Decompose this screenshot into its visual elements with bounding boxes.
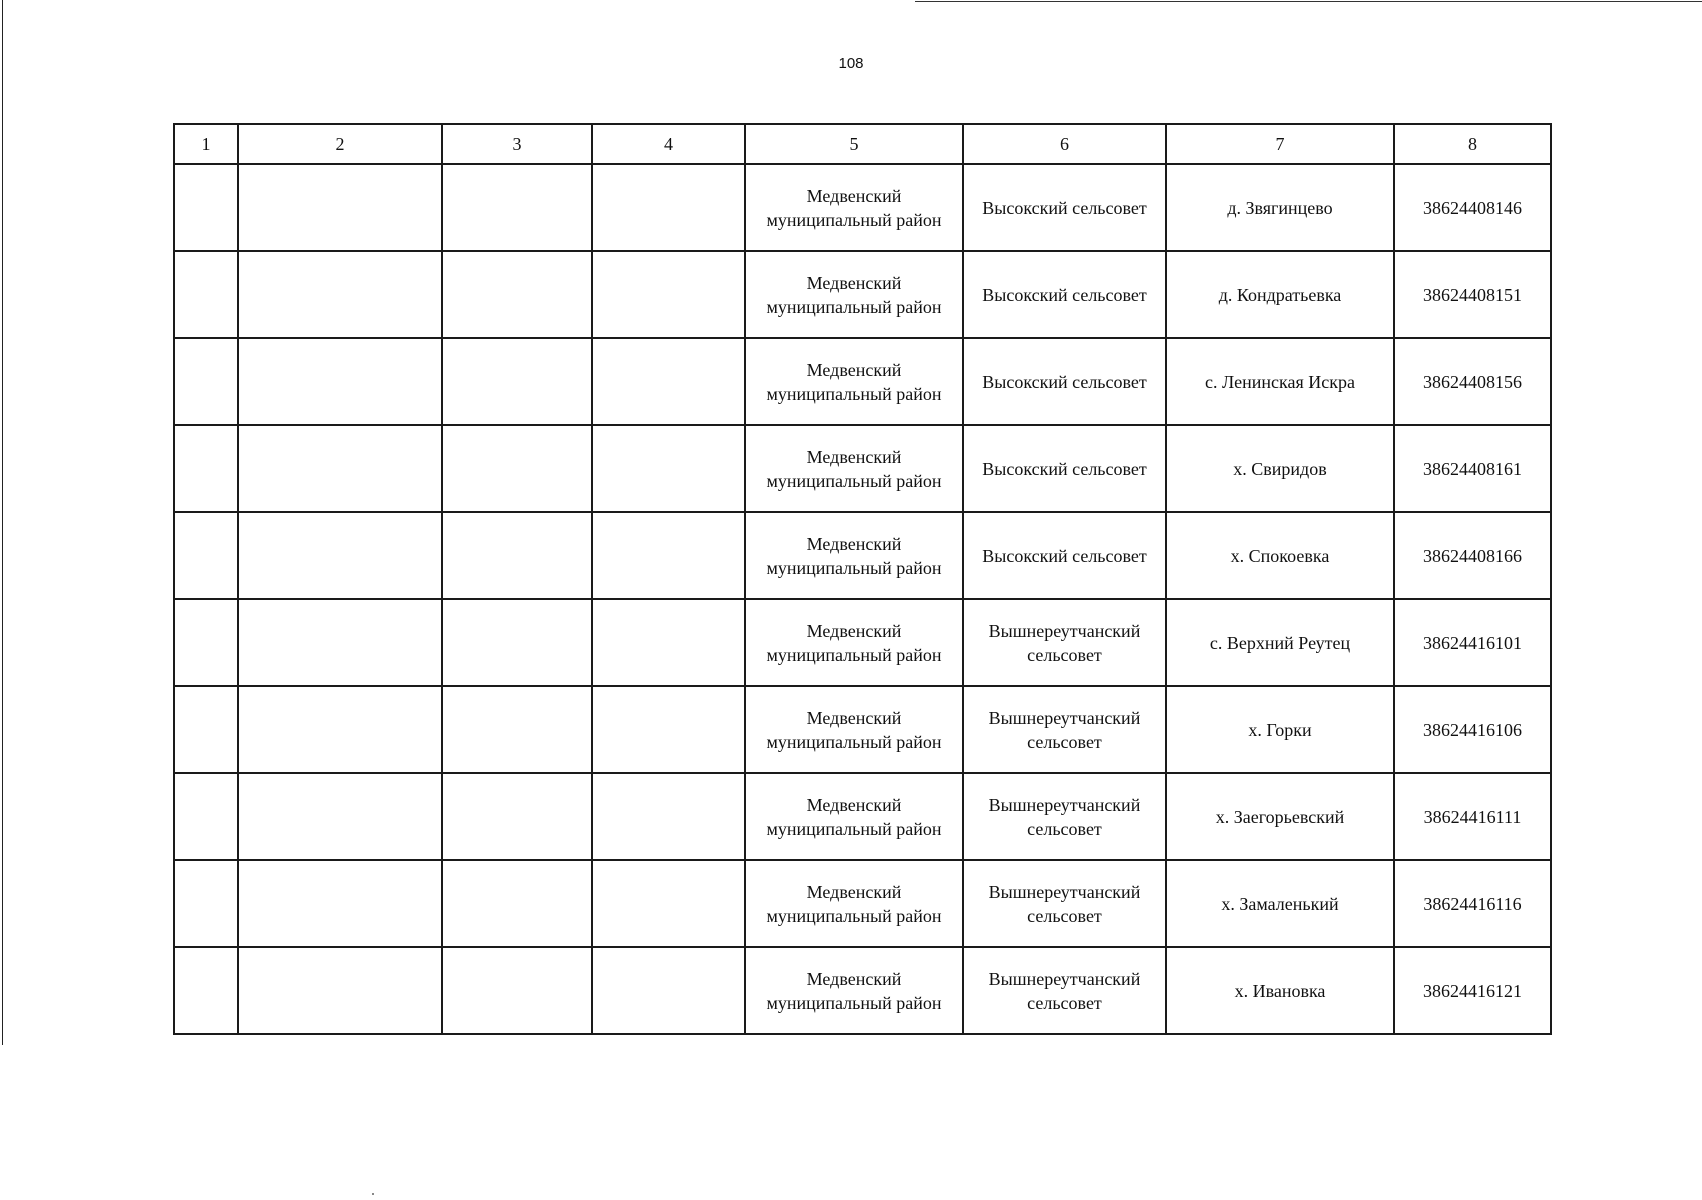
cell-settlement: х. Заегорьевский: [1166, 773, 1394, 860]
cell-settlement: х. Горки: [1166, 686, 1394, 773]
cell-col2: [238, 947, 442, 1034]
cell-col2: [238, 251, 442, 338]
cell-settlement: д. Кондратьевка: [1166, 251, 1394, 338]
cell-col4: [592, 338, 745, 425]
cell-oktmo-code: 38624416116: [1394, 860, 1551, 947]
cell-settlement: с. Верхний Реутец: [1166, 599, 1394, 686]
cell-col4: [592, 947, 745, 1034]
cell-settlement: х. Ивановка: [1166, 947, 1394, 1034]
table-row: [174, 512, 1551, 599]
column-header: 7: [1166, 124, 1394, 164]
cell-district: Медвенский муниципальный район: [745, 686, 963, 773]
cell-district: Медвенский муниципальный район: [745, 773, 963, 860]
cell-col4: [592, 425, 745, 512]
cell-col3: [442, 512, 592, 599]
scan-edge-left: [2, 0, 3, 1045]
cell-district: Медвенский муниципальный район: [745, 599, 963, 686]
cell-col3: [442, 338, 592, 425]
cell-oktmo-code: 38624416106: [1394, 686, 1551, 773]
scan-speck: [372, 1193, 374, 1195]
column-header: 6: [963, 124, 1166, 164]
scan-edge-top: [915, 1, 1702, 2]
table-row: [174, 773, 1551, 860]
cell-col2: [238, 686, 442, 773]
cell-col2: [238, 512, 442, 599]
cell-council: Высокский сельсовет: [963, 251, 1166, 338]
cell-oktmo-code: 38624408156: [1394, 338, 1551, 425]
cell-col2: [238, 338, 442, 425]
cell-council: Вышнереутчанский сельсовет: [963, 773, 1166, 860]
cell-col1: [174, 164, 238, 251]
cell-col1: [174, 425, 238, 512]
cell-col4: [592, 599, 745, 686]
cell-district: Медвенский муниципальный район: [745, 512, 963, 599]
cell-col4: [592, 860, 745, 947]
table-row: [174, 860, 1551, 947]
cell-col1: [174, 251, 238, 338]
page-number: 108: [838, 55, 864, 72]
cell-district: Медвенский муниципальный район: [745, 338, 963, 425]
table-row: [174, 599, 1551, 686]
cell-council: Вышнереутчанский сельсовет: [963, 599, 1166, 686]
cell-council: Высокский сельсовет: [963, 164, 1166, 251]
cell-col4: [592, 773, 745, 860]
cell-settlement: х. Спокоевка: [1166, 512, 1394, 599]
cell-col1: [174, 599, 238, 686]
column-header: 2: [238, 124, 442, 164]
cell-col3: [442, 164, 592, 251]
cell-col3: [442, 599, 592, 686]
table-row: [174, 947, 1551, 1034]
cell-col3: [442, 251, 592, 338]
cell-settlement: х. Замаленький: [1166, 860, 1394, 947]
cell-oktmo-code: 38624408146: [1394, 164, 1551, 251]
column-header: 8: [1394, 124, 1551, 164]
cell-col1: [174, 686, 238, 773]
cell-district: Медвенский муниципальный район: [745, 251, 963, 338]
cell-oktmo-code: 38624408151: [1394, 251, 1551, 338]
cell-col4: [592, 251, 745, 338]
cell-oktmo-code: 38624416121: [1394, 947, 1551, 1034]
cell-col3: [442, 686, 592, 773]
cell-col3: [442, 773, 592, 860]
cell-col4: [592, 164, 745, 251]
cell-council: Высокский сельсовет: [963, 425, 1166, 512]
cell-col3: [442, 425, 592, 512]
cell-col3: [442, 860, 592, 947]
cell-col2: [238, 164, 442, 251]
table-row: [174, 686, 1551, 773]
cell-oktmo-code: 38624408166: [1394, 512, 1551, 599]
cell-council: Вышнереутчанский сельсовет: [963, 686, 1166, 773]
column-header: 3: [442, 124, 592, 164]
cell-settlement: с. Ленинская Искра: [1166, 338, 1394, 425]
cell-district: Медвенский муниципальный район: [745, 164, 963, 251]
cell-district: Медвенский муниципальный район: [745, 860, 963, 947]
cell-col1: [174, 860, 238, 947]
cell-council: Вышнереутчанский сельсовет: [963, 947, 1166, 1034]
table-row: [174, 251, 1551, 338]
cell-oktmo-code: 38624408161: [1394, 425, 1551, 512]
register-table: [173, 123, 1552, 1035]
cell-col1: [174, 947, 238, 1034]
cell-col3: [442, 947, 592, 1034]
cell-oktmo-code: 38624416101: [1394, 599, 1551, 686]
table-row: [174, 425, 1551, 512]
cell-oktmo-code: 38624416111: [1394, 773, 1551, 860]
cell-col2: [238, 773, 442, 860]
cell-district: Медвенский муниципальный район: [745, 947, 963, 1034]
table-body: [174, 164, 1551, 1034]
cell-council: Вышнереутчанский сельсовет: [963, 860, 1166, 947]
cell-col1: [174, 338, 238, 425]
column-header: 1: [174, 124, 238, 164]
cell-council: Высокский сельсовет: [963, 512, 1166, 599]
cell-col2: [238, 425, 442, 512]
cell-col4: [592, 686, 745, 773]
cell-district: Медвенский муниципальный район: [745, 425, 963, 512]
cell-settlement: д. Звягинцево: [1166, 164, 1394, 251]
cell-col4: [592, 512, 745, 599]
cell-settlement: х. Свиридов: [1166, 425, 1394, 512]
table-header-row: [174, 124, 1551, 164]
cell-col2: [238, 599, 442, 686]
cell-col2: [238, 860, 442, 947]
cell-col1: [174, 512, 238, 599]
column-header: 5: [745, 124, 963, 164]
table-row: [174, 164, 1551, 251]
table-row: [174, 338, 1551, 425]
cell-col1: [174, 773, 238, 860]
cell-council: Высокский сельсовет: [963, 338, 1166, 425]
column-header: 4: [592, 124, 745, 164]
